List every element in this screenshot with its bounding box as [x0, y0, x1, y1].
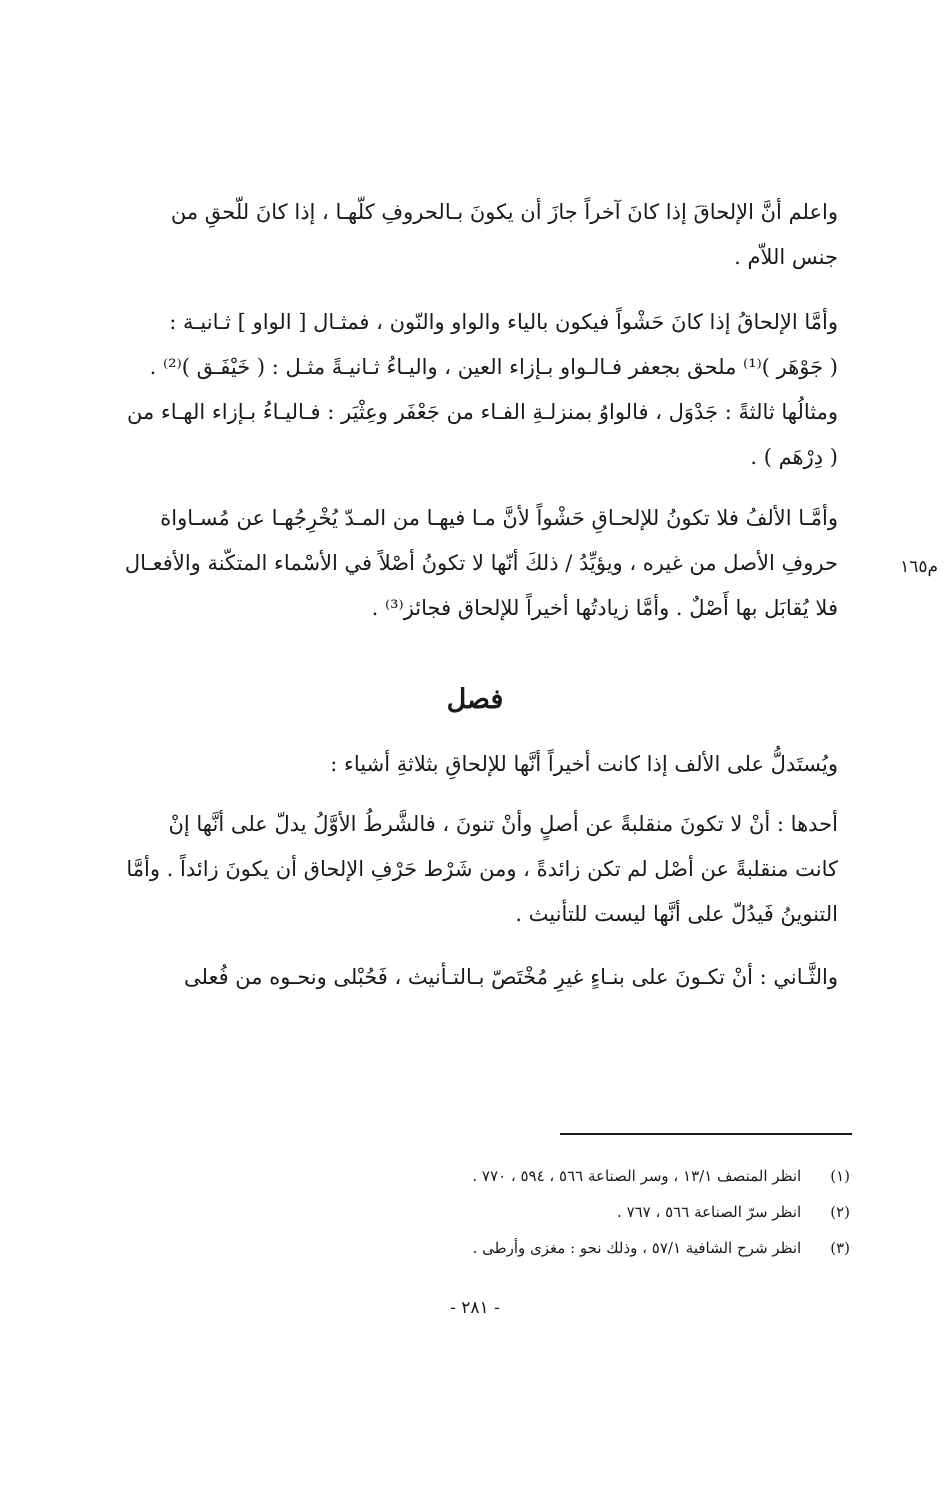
footnote — [400, 1230, 850, 1266]
text-line: أحدها : أنْ لا تكونَ منقلبةً عن أصلٍ وأنْ تنونَ ، فالشَّرطُ الأوَّلُ يدلّ على أنَّها إنْ — [168, 812, 838, 836]
text-line: التنوينُ فَيدُلّ على أنَّها ليست للتأنيث . — [515, 902, 838, 926]
margin-page-reference: م١٦٥ — [900, 557, 938, 577]
text-line: وأمَّا الإلحاقُ إذا كانَ حَشْواً فيكون بالياء والواو والنّون ، فمثـال [ الواو ] ثـانيـة : — [169, 310, 838, 334]
footnote — [400, 1194, 850, 1230]
text-line: كانت منقلبةً عن أصْل لم تكن زائدةً ، ومن شَرْط حَرْفِ الإلحاق أن يكونَ زائداً . وأمَّا — [126, 857, 838, 881]
text-line: جنس اللاّم . — [734, 245, 838, 269]
paragraph-1 — [110, 190, 838, 280]
text-line: فلا يُقابَل بها أَصْلٌ . وأمَّا زيادتُها أخيراً للإلحاق فجائز⁽³⁾ . — [371, 596, 838, 620]
text-line: وأمَّـا الألفُ فلا تكونُ للإلحـاقِ حَشْواً لأنَّ مـا فيهـا من المـدّ يُخْرِجُهـا عن مُسـاواة — [160, 506, 838, 530]
footnote-text: انظر المنصف ١٣/١ ، وسر الصناعة ٥٦٦ ، ٥٩٤ ، ٧٧٠ . — [472, 1167, 802, 1185]
text-line: ( جَوْهَر )⁽¹⁾ ملحق بجعفر فـالـواو بـإزاء العين ، واليـاءُ ثـانيـةً مثـل : ( خَيْفَـق )⁽²⁾ . — [149, 355, 838, 379]
text-line: واعلم أنَّ الإلحاقَ إذا كانَ آخراً جازَ أن يكونَ بـالحروفِ كلّهـا ، إذا كانَ للّحقِ من — [170, 200, 838, 224]
page-number: - ٢٨١ - — [450, 1298, 500, 1318]
paragraph-6 — [110, 955, 838, 1000]
footnote — [400, 1158, 850, 1194]
footnotes — [400, 1158, 850, 1266]
footnote-divider — [560, 1133, 852, 1135]
footnote-text: انظر شرح الشافية ٥٧/١ ، وذلك نحو : مغزى وأرطى . — [472, 1239, 802, 1257]
footnote-number: (١) — [830, 1167, 850, 1185]
footnote-text: انظر سرّ الصناعة ٥٦٦ ، ٧٦٧ . — [617, 1203, 802, 1221]
text-line: حروفِ الأصل من غيره ، ويؤيِّدُ / ذلكَ أنّها لا تكونُ أصْلاً في الأسْماء المتكّنة والأفعـال — [124, 551, 838, 575]
paragraph-2 — [110, 300, 838, 480]
footnote-number: (٢) — [830, 1203, 850, 1221]
footnote-number: (٣) — [830, 1239, 850, 1257]
paragraph-4 — [110, 742, 838, 787]
text-line: ومثالُها ثالثةً : جَدْوَل ، فالواوُ بمنزلـةِ الفـاء من جَعْفَر وعِثْيَر : فـاليـاءُ بـإزاء الهـاء من — [126, 400, 838, 424]
text-line: ويُستَدلُّ على الألف إذا كانت أخيراً أنَّها للإلحاقِ بثلاثةِ أشياء : — [330, 752, 838, 776]
paragraph-5 — [110, 802, 838, 937]
section-heading: فصل — [446, 684, 504, 715]
text-line: والثَّـاني : أنْ تكـونَ على بنـاءٍ غيرِ مُخْتَصّ بـالتـأنيث ، فَحُبْلى ونحـوه من فُعلى — [183, 965, 838, 989]
text-line: ( دِرْهَم ) . — [750, 445, 838, 469]
paragraph-3 — [110, 496, 838, 631]
